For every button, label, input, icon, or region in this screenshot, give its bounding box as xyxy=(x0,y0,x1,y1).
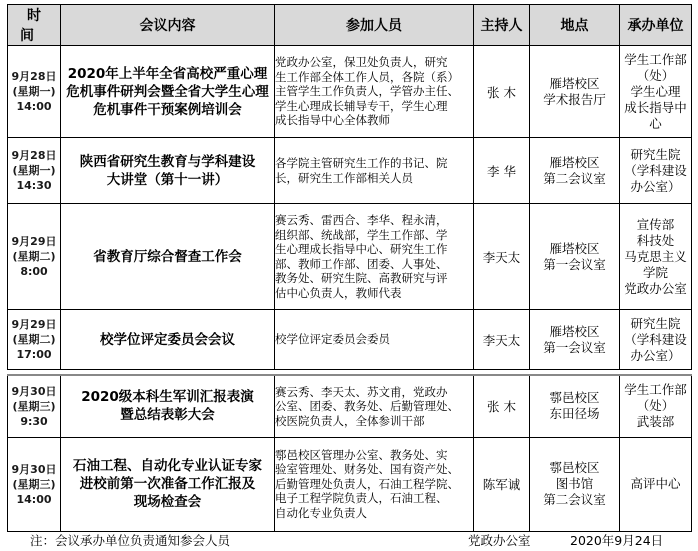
row-place xyxy=(530,310,620,370)
row-topic-line: 暨总结表彰大会 xyxy=(120,407,215,424)
row-place-line: 雁塔校区 xyxy=(549,154,600,170)
header-time: 时 间 xyxy=(8,5,61,46)
row-people-line: 党政办公室，保卫处负责人，研究 xyxy=(275,55,448,70)
row-place-line: 第一会议室 xyxy=(543,339,606,355)
row-people-line: 部、教师工作部、团委、人事处、 xyxy=(275,256,448,271)
row-people-line: 验室管理处、财务处、国有资产处、 xyxy=(275,462,459,477)
row-people xyxy=(275,310,474,370)
row-people-line: 学生心理成长辅导专干，学生心理 xyxy=(275,98,448,113)
table-row xyxy=(8,138,692,204)
footer-office: 党政办公室 xyxy=(468,533,531,548)
row-people-line: 教务处、研究生院、高教研究与评 xyxy=(275,271,448,285)
row-org-line: （学科建设 xyxy=(624,331,687,347)
row-topic-line: 现场检查会 xyxy=(133,494,202,510)
row-place-line: 鄠邑校区 xyxy=(549,390,600,406)
row-topic-line: 石油工程、自动化专业认证专家 xyxy=(73,458,262,474)
row-topic-line: 2020年上半年全省高校严重心理 xyxy=(67,65,268,82)
header-people: 参加人员 xyxy=(275,5,474,46)
row-people-line: 主管学生工作负责人，学管办主任、 xyxy=(275,84,459,99)
row-time-line: (星期一) xyxy=(12,164,56,177)
row-place xyxy=(530,437,620,531)
header-place: 地点 xyxy=(530,5,620,46)
row-org-line: 高评中心 xyxy=(630,476,681,491)
row-people-line: 鄠邑校区管理办公室、教务处、实 xyxy=(275,447,448,462)
row-topic-line: 危机事件干预案例培训会 xyxy=(93,101,242,118)
row-people-line: 校学位评定委员会委员 xyxy=(275,332,390,347)
row-org-line: （学科建设 xyxy=(624,162,687,178)
row-place-line: 东田径场 xyxy=(549,406,600,422)
row-place-line: 学术报告厅 xyxy=(543,91,606,107)
row-org xyxy=(620,375,692,437)
row-place xyxy=(530,46,620,138)
row-people xyxy=(275,437,474,531)
row-org-line: 研究生院 xyxy=(630,146,681,162)
row-people-line: 赛云秀、雷西合、李华、程永清， xyxy=(275,213,448,227)
row-topic xyxy=(61,310,275,370)
row-time-line: 9月28日 xyxy=(11,70,57,83)
row-org-line: 研究生院 xyxy=(630,315,681,331)
row-topic-line: 陕西省研究生教育与学科建设 xyxy=(79,153,256,170)
row-time-line: 9月29日 xyxy=(11,235,57,248)
row-org-line: 办公室） xyxy=(630,178,681,194)
row-people-line: 估中心负责人，教师代表 xyxy=(275,285,402,300)
header-org: 承办单位 xyxy=(620,5,692,46)
row-place xyxy=(530,138,620,204)
table-row xyxy=(8,437,692,531)
table-row xyxy=(8,204,692,310)
row-org xyxy=(620,138,692,204)
row-host: 李天太 xyxy=(474,310,530,370)
row-people xyxy=(275,204,474,310)
row-org xyxy=(620,204,692,310)
row-org-line: 党政办公室 xyxy=(624,280,687,296)
row-host: 李 华 xyxy=(474,138,530,204)
row-org-line: 学生心理 xyxy=(630,83,681,99)
row-people xyxy=(275,46,474,138)
footer-note: 注：会议承办单位负责通知参会人员 xyxy=(30,533,231,548)
row-topic-line: 危机事件研判会暨全省大学生心理 xyxy=(66,83,269,100)
row-time xyxy=(8,310,61,370)
row-org xyxy=(620,310,692,370)
table-row xyxy=(8,310,692,370)
row-place xyxy=(530,204,620,310)
row-time-line: 14:30 xyxy=(16,179,52,192)
row-topic-line: 2020级本科生军训汇报表演 xyxy=(81,389,254,406)
header-topic: 会议内容 xyxy=(61,5,275,46)
row-topic-line: 校学位评定委员会会议 xyxy=(100,331,235,348)
row-time-line: 9月29日 xyxy=(11,318,57,331)
row-time xyxy=(8,46,61,138)
row-place-line: 第二会议室 xyxy=(543,492,606,507)
row-time-line: 9:30 xyxy=(20,414,48,428)
row-time-line: 9月30日 xyxy=(11,462,57,476)
row-topic xyxy=(61,204,275,310)
table-row xyxy=(8,375,692,437)
row-place-line: 图书馆 xyxy=(555,476,594,491)
row-people-line: 成长指导中心全体教师 xyxy=(275,113,390,128)
row-time xyxy=(8,375,61,437)
row-place-line: 第二会议室 xyxy=(543,170,606,186)
header-host: 主持人 xyxy=(474,5,530,46)
row-time-line: (星期三) xyxy=(12,399,56,413)
row-topic-line: 大讲堂（第十一讲） xyxy=(106,171,229,188)
row-place-line: 第一会议室 xyxy=(543,256,606,272)
row-host: 李天太 xyxy=(474,204,530,310)
row-time-line: 9月30日 xyxy=(11,384,57,398)
row-topic xyxy=(61,46,275,138)
row-topic xyxy=(61,138,275,204)
table-row xyxy=(8,46,692,138)
row-time-line: 14:00 xyxy=(16,100,52,113)
row-place-line: 雁塔校区 xyxy=(549,323,600,339)
row-org-line: 马克思主义 xyxy=(624,248,687,264)
row-time-line: 17:00 xyxy=(16,348,52,361)
row-org-line: 办公室） xyxy=(630,347,681,363)
row-time-line: 8:00 xyxy=(20,265,48,278)
row-place xyxy=(530,375,620,437)
row-people xyxy=(275,375,474,437)
row-place-line: 鄠邑校区 xyxy=(549,460,600,475)
row-people xyxy=(275,138,474,204)
row-people-line: 公室、团委、教务处、后勤管理处、 xyxy=(275,399,459,413)
row-org-line: 学院 xyxy=(642,264,668,280)
row-people-line: 电子工程学院负责人，石油工程、 xyxy=(275,491,448,506)
row-time-line: (星期二) xyxy=(12,250,56,263)
row-people-line: 自动化专业负责人 xyxy=(275,505,367,520)
row-people-line: 长，研究生工作部相关人员 xyxy=(275,170,413,185)
row-time xyxy=(8,138,61,204)
row-time xyxy=(8,204,61,310)
row-place-line: 雁塔校区 xyxy=(549,75,600,91)
row-org xyxy=(620,46,692,138)
footer-date: 2020年9月24日 xyxy=(570,533,664,548)
row-people-line: 后勤管理处负责人，石油工程学院、 xyxy=(275,476,459,491)
row-org xyxy=(620,437,692,531)
row-people-line: 校医院负责人，全体参训干部 xyxy=(275,413,425,428)
row-host: 张 木 xyxy=(474,46,530,138)
meeting-schedule-table xyxy=(7,4,692,532)
row-people-line: 生心理成长指导中心、研究生工作 xyxy=(275,242,448,256)
row-org-line: 成长指导中心 xyxy=(624,99,687,131)
row-host: 张 木 xyxy=(474,375,530,437)
row-org-line: 武装部 xyxy=(636,414,675,430)
row-org-line: 科技处 xyxy=(636,232,675,248)
row-org-line: 宣传部 xyxy=(636,216,675,232)
row-topic-line: 省教育厅综合督查工作会 xyxy=(93,248,242,265)
row-topic-line: 进校前第一次准备工作汇报及 xyxy=(79,476,256,492)
row-time-line: (星期三) xyxy=(12,477,56,491)
row-org-line: （处） xyxy=(636,67,675,83)
row-people-line: 各学院主管研究生工作的书记、院 xyxy=(275,156,448,170)
row-people-line: 赛云秀、李天太、苏文甫，党政办 xyxy=(275,384,448,399)
row-host: 陈军诚 xyxy=(474,437,530,531)
row-time-line: 14:00 xyxy=(16,492,52,506)
table-header-row xyxy=(8,5,692,46)
row-org-line: 学生工作部 xyxy=(624,382,687,398)
row-people-line: 生工作部全体工作人员，各院（系） xyxy=(275,69,459,84)
row-time-line: (星期一) xyxy=(12,85,56,98)
row-topic xyxy=(61,375,275,437)
row-people-line: 组织部、统战部，学生工作部、学 xyxy=(275,227,448,242)
row-org-line: （处） xyxy=(636,398,675,414)
row-time-line: (星期二) xyxy=(12,333,56,346)
row-place-line: 雁塔校区 xyxy=(549,240,600,256)
row-time xyxy=(8,437,61,531)
row-topic xyxy=(61,437,275,531)
row-time-line: 9月28日 xyxy=(11,149,57,162)
row-org-line: 学生工作部 xyxy=(624,51,687,67)
